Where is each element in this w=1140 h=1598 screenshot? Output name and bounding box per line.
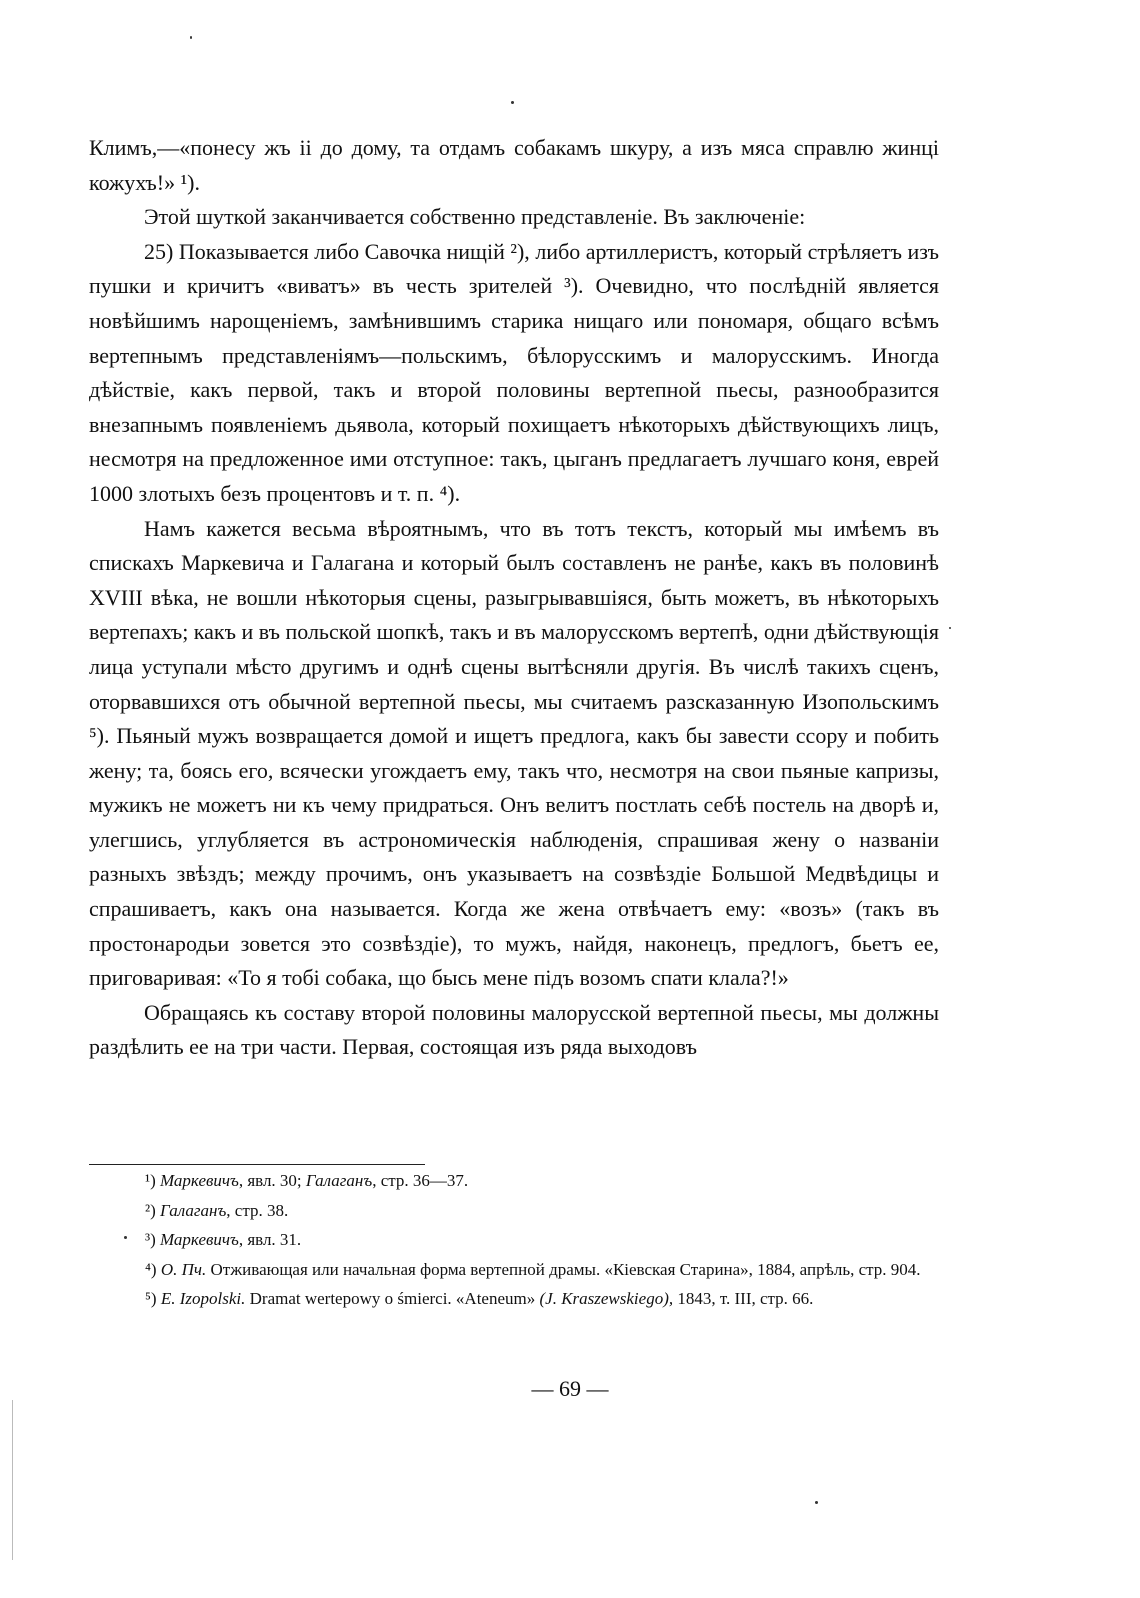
- footnote-source: Маркевичъ: [160, 1171, 239, 1190]
- footnote: [89, 1255, 939, 1285]
- footnote: [89, 1196, 939, 1226]
- paragraph: 25) Показывается либо Савочка нищій ²), либо артиллеристъ, который стрѣляетъ изъ пушки и кричитъ «виватъ» въ честь зрителей ³). Очевидно, что послѣдній является новѣйшимъ нарощеніемъ, замѣнившимъ старика нищаго или пономаря, общаго всѣмъ вертепнымъ представленіямъ—польскимъ, бѣлорусскимъ и малорусскимъ. Иногда дѣйствіе, какъ первой, такъ и второй половины вертепной пьесы, разнообразится внезапнымъ появленіемъ дьявола, который похищаетъ нѣкоторыхъ дѣйствующихъ лицъ, несмотря на предложенное ими отступное: такъ, цыганъ предлагаетъ лучшаго коня, еврей 1000 злотыхъ безъ процентовъ и т. п. ⁴).: [89, 238, 939, 506]
- footnote-mark: ⁵): [145, 1289, 157, 1308]
- footnote: [89, 1225, 939, 1255]
- footnote-source: О. Пч.: [160, 1259, 207, 1279]
- paragraph: Этой шуткой заканчивается собственно представленіе. Въ заключеніе:: [144, 204, 806, 230]
- footnote: [89, 1284, 939, 1314]
- footnote-text: , явл. 30;: [238, 1171, 306, 1190]
- scan-speck: [190, 36, 192, 39]
- scan-speck: [949, 627, 951, 629]
- footnote-text: Отживающая или начальная форма вертепной драмы. «Кіевская Старина», 1884, апрѣль, стр. 904.: [206, 1259, 921, 1279]
- footnote-text: , явл. 31.: [238, 1230, 302, 1249]
- footnote-mark: ²): [145, 1200, 156, 1220]
- footnote-text: , стр. 38.: [226, 1200, 289, 1220]
- paragraph: Обращаясь къ составу второй половины малорусской вертепной пьесы, мы должны раздѣлить ее на три части. Первая, состоящая изъ ряда выходовъ: [89, 999, 939, 1060]
- footnote-source: E. Izopolski.: [160, 1289, 246, 1308]
- paragraph: Климъ,—«понесу жъ ii до дому, та отдамъ собакамъ шкуру, а изъ мяса справлю жинці кожухъ!» ¹).: [89, 135, 939, 195]
- scan-speck: [815, 1501, 818, 1504]
- footnote-separator: [89, 1164, 425, 1165]
- paragraph: Намъ кажется весьма вѣроятнымъ, что въ тотъ текстъ, который мы имѣемъ въ спискахъ Маркевича и Галагана и который былъ составленъ не ранѣе, какъ въ половинѣ XVIII вѣка, не вошли нѣкоторыя сцены, разыгрывавшіяся, быть можетъ, въ нѣкоторыхъ вертепахъ; какъ и въ польской шопкѣ, такъ и въ малорусскомъ вертепѣ, одни дѣйствующія лица уступали мѣсто другимъ и однѣ сцены вытѣсняли другія. Въ числѣ такихъ сценъ, оторвавшихся отъ обычной вертепной пьесы, мы считаемъ разсказанную Изопольскимъ ⁵). Пьяный мужъ возвращается домой и ищетъ предлога, какъ бы завести ссору и побить жену; та, боясь его, всячески угождаетъ ему, такъ что, несмотря на свои пьяные капризы, мужикъ не можетъ ни къ чему придраться. Онъ велитъ постлать себѣ постель на дворѣ и, улегшись, углубляется въ астрономическія наблюденія, спрашивая жену о названіи разныхъ звѣздъ; между прочимъ, онъ указываетъ на созвѣздіе Большой Медвѣдицы и спрашиваетъ, какъ она называется. Когда же жена отвѣчаетъ ему: «возъ» (такъ въ простонародьи зовется это созвѣздіе), то мужъ, найдя, наконецъ, предлогъ, бьетъ ее, приговаривая: «То я тобі собака, що бысь мене підъ возомъ спати клала?!»: [89, 515, 939, 991]
- footnote-text: 1843, т. III, стр. 66.: [673, 1289, 814, 1308]
- footnote-source: Галаганъ: [305, 1171, 373, 1190]
- footnote-source: Маркевичъ: [160, 1230, 239, 1249]
- scan-speck: [511, 101, 514, 104]
- footnote-mark: ⁴): [145, 1259, 157, 1279]
- footnote-text: , стр. 36—37.: [372, 1171, 469, 1190]
- footnote-source: (J. Kraszewskiego),: [539, 1289, 674, 1308]
- footnotes: [89, 1166, 939, 1314]
- footnote: [89, 1166, 939, 1196]
- footnote-text: Dramat wertepowy o śmierci. «Ateneum»: [245, 1289, 540, 1308]
- footnote-mark: ³): [145, 1230, 156, 1249]
- scan-edge-mark: [12, 1400, 13, 1560]
- footnote-source: Галаганъ: [160, 1200, 227, 1220]
- footnote-mark: ¹): [145, 1171, 156, 1190]
- main-text: [89, 131, 939, 1065]
- page-number: — 69 —: [531, 1376, 609, 1401]
